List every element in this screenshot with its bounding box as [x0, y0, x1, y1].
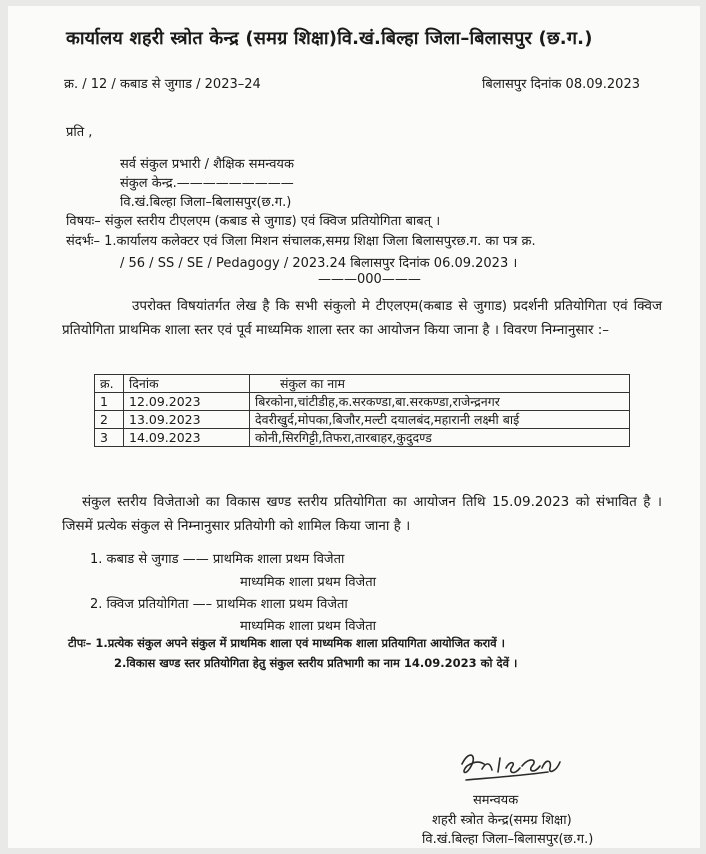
note-line-1: टीपः– 1.प्रत्येक संकुल अपने संकुल में प्राथमिक शाला एवं माध्यमिक शाला प्रतियागिता आयोजित करावें । [68, 636, 506, 650]
addressee-line-2: संकुल केन्द्र.————————— [120, 176, 294, 191]
table-header-cell: संकुल का नाम [250, 375, 630, 393]
table-cell: 12.09.2023 [124, 393, 250, 411]
table-row [95, 411, 630, 429]
signatory-designation: समन्वयक [473, 793, 519, 808]
handwritten-signature [448, 742, 598, 800]
competition-1-line-2: माध्यमिक शाला प्रथम विजेता [240, 575, 376, 590]
table-cell: 2 [95, 411, 124, 429]
letter-page [8, 6, 700, 848]
table-cell: 3 [95, 429, 124, 447]
table-cell: 1 [95, 393, 124, 411]
place-date: बिलासपुर दिनांक 08.09.2023 [482, 77, 640, 92]
table-cell: देवरीखुर्द,मोपका,बिजौर,मल्टी दयालबंद,महारानी लक्ष्मी बाई [250, 411, 630, 429]
office-header: कार्यालय शहरी स्त्रोत केन्द्र (समग्र शिक्षा)वि.खं.बिल्हा जिला–बिलासपुर (छ.ग.) [66, 28, 593, 49]
table-cell: कोनी,सिरगिट्टी,तिफरा,तारबाहर,कुदुदण्ड [250, 429, 630, 447]
reference-number: क्र. / 12 / कबाड से जुगाड / 2023–24 [64, 77, 261, 92]
reference-line-2: / 56 / SS / SE / Pedagogy / 2023.24 बिलासपुर दिनांक 06.09.2023 । [120, 256, 518, 271]
table-cell: बिरकोना,चांटीडीह,क.सरकण्डा,बा.सरकण्डा,राजेन्द्रनगर [250, 393, 630, 411]
table-row [95, 393, 630, 411]
table-cell: 14.09.2023 [124, 429, 250, 447]
addressee-line-1: सर्व संकुल प्रभारी / शैक्षिक समन्वयक [120, 157, 294, 172]
body-paragraph-1: उपरोक्त विषयांतर्गत लेख है कि सभी संकुलो मे टीएलएम(कबाड से जुगाड) प्रदर्शनी प्रतियोगिता एवं क्विज प्रतियोगिता प्राथमिक शाला स्तर एवं पूर्व माध्यमिक शाला स्तर का आयोजन किया जाना है । विवरण निम्नानुसार :– [62, 298, 662, 338]
competition-1-line-1: 1. कबाड से जुगाड —— प्राथमिक शाला प्रथम विजेता [90, 552, 345, 567]
reference-line-1: संदर्भः– 1.कार्यालय कलेक्टर एवं जिला मिशन संचालक,समग्र शिक्षा जिला बिलासपुरछ.ग. का पत्र क्र. [66, 234, 536, 249]
addressee-line-3: वि.खं.बिल्हा जिला–बिलासपुर(छ.ग.) [120, 195, 292, 210]
subject-line: विषयः– संकुल स्तरीय टीएलएम (कबाड से जुगाड) एवं क्विज प्रतियोगिता बाबत् । [66, 214, 441, 229]
note-line-2: 2.विकास खण्ड स्तर प्रतियोगिता हेतु संकुल स्तरीय प्रतिभागी का नाम 14.09.2023 को देवें । [114, 656, 518, 670]
table-row [95, 429, 630, 447]
body-paragraph-2: संकुल स्तरीय विजेताओ का विकास खण्ड स्तरीय प्रतियोगिता का आयोजन तिथि 15.09.2023 को संभावित है । जिसमें प्रत्येक संकुल से निम्नानुसार प्रतियोगी को शामिल किया जाना है । [62, 494, 662, 534]
addressee-prati: प्रति , [66, 125, 93, 140]
signatory-office: शहरी स्त्रोत केन्द्र(समग्र शिक्षा) [432, 813, 572, 828]
competition-2-line-1: 2. क्विज प्रतियोगिता —– प्राथमिक शाला प्रथम विजेता [90, 597, 348, 612]
schedule-table [94, 374, 630, 447]
competition-2-line-2: माध्यमिक शाला प्रथम विजेता [240, 619, 376, 634]
separator: ———000——— [318, 272, 421, 287]
table-header-cell: क्र. [95, 375, 124, 393]
table-cell: 13.09.2023 [124, 411, 250, 429]
table-header-cell: दिनांक [124, 375, 250, 393]
table-header-row [95, 375, 630, 393]
signatory-location: वि.खं.बिल्हा जिला–बिलासपुर(छ.ग.) [422, 832, 594, 847]
